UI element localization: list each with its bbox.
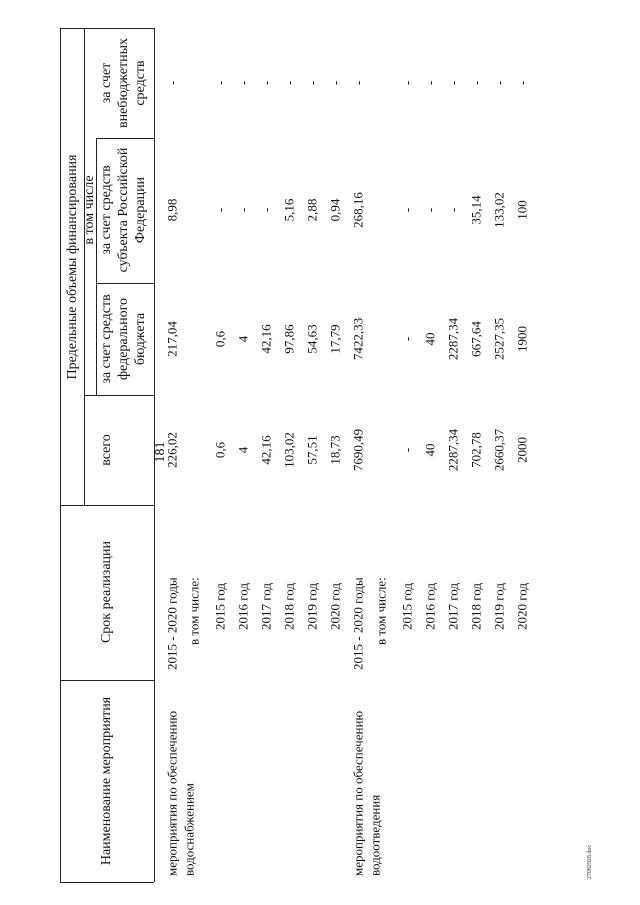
divider-subject-extra [96, 138, 154, 139]
table-border-left [60, 882, 154, 883]
divider-federal-subject [96, 283, 154, 284]
divider-total-federal [84, 395, 154, 396]
document-page: 181 27082928.doc Наименование мероприятия Срок реализации всего Предельные объемы финансирования в том числе за счет средств федерального бюджета за счет средств субъекта Российской Федерации за счет внебюджетных средств мероприятия по обеспечению водоснабжением 2015 - 2020 годы 226,02 217,04 8,98 - в том числе: 2015 год 0,6 0,6 - - 2016 год 4 4 - - 2017 год 42,16 42,16 - - 2018 год 103,02 97,86 5,16 - 2019 год 57,51 54,63 2,88 - 2020 год 18,73 17,79 0,94 - мероприятия по обеспечению водоотведения 2015 - 2020 годы 7690,49 7422,33 268,16 - в том числе: 2015 год - - - - 2016 год 40 40 - - 2017 год 2287,34 2287,34 - - 2018 год 702,78 667,64 35,14 - 2019 год 2660,37 2527,35 133,02 - 2020 год 2000 1900 100 - [0, 0, 640, 905]
header-bottom-line [154, 28, 155, 882]
table-border-right [60, 28, 154, 29]
table-border-top [60, 28, 61, 882]
divider-term-total [60, 505, 154, 506]
divider-name-term [60, 680, 154, 681]
divider-group-title [84, 28, 85, 505]
